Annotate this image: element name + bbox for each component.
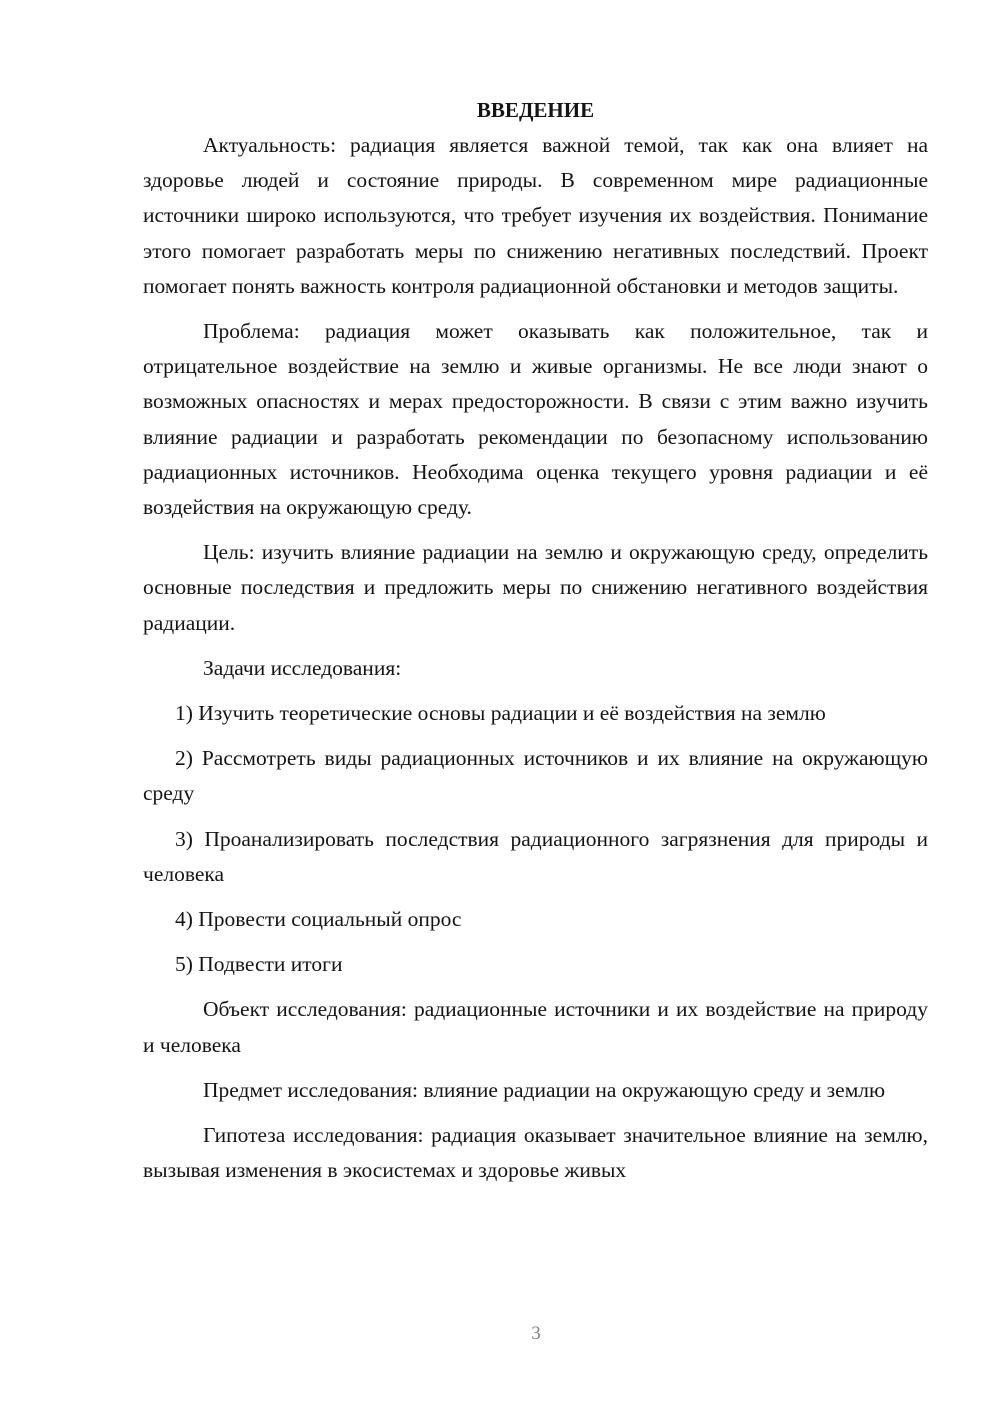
page-content bbox=[143, 93, 928, 1188]
task-item-1: 1) Изучить теоретические основы радиации и её воздействия на землю bbox=[175, 701, 826, 726]
relevance-paragraph: Актуальность: радиация является важной темой, так как она влияет на здоровье людей и состояние природы. В современном мире радиационные источники широко используются, что требует изучения их воздействия. Понимание этого помогает разработать меры по снижению негативных последствий. Проект помогает понять важность контроля радиационной обстановки и методов защиты. bbox=[143, 133, 928, 298]
tasks-heading: Задачи исследования: bbox=[203, 655, 402, 680]
page-number: 3 bbox=[531, 1323, 541, 1344]
task-item-2: 2) Рассмотреть виды радиационных источников и их влияние на окружающую среду bbox=[143, 746, 928, 806]
task-item-5: 5) Подвести итоги bbox=[175, 952, 343, 977]
problem-paragraph: Проблема: радиация может оказывать как положительное, так и отрицательное воздействие на землю и живые организмы. Не все люди знают о возможных опасностях и мерах предосторожности. В связи с этим важно изучить влияние радиации и разработать рекомендации по безопасному использованию радиационных источников. Необходима оценка текущего уровня радиации и её воздействия на окружающую среду. bbox=[143, 319, 928, 520]
subject-paragraph: Предмет исследования: влияние радиации на окружающую среду и землю bbox=[203, 1077, 886, 1102]
task-item-3: 3) Проанализировать последствия радиационного загрязнения для природы и человека bbox=[143, 826, 928, 886]
object-paragraph: Объект исследования: радиационные источники и их воздействие на природу и человека bbox=[143, 997, 928, 1057]
goal-paragraph: Цель: изучить влияние радиации на землю и окружающую среду, определить основные последствия и предложить меры по снижению негативного воздействия радиации. bbox=[143, 540, 928, 635]
hypothesis-paragraph: Гипотеза исследования: радиация оказывает значительное влияние на землю, вызывая изменения в экосистемах и здоровье живых bbox=[143, 1123, 928, 1183]
task-item-4: 4) Провести социальный опрос bbox=[175, 907, 462, 932]
section-title: ВВЕДЕНИЕ bbox=[476, 98, 595, 122]
